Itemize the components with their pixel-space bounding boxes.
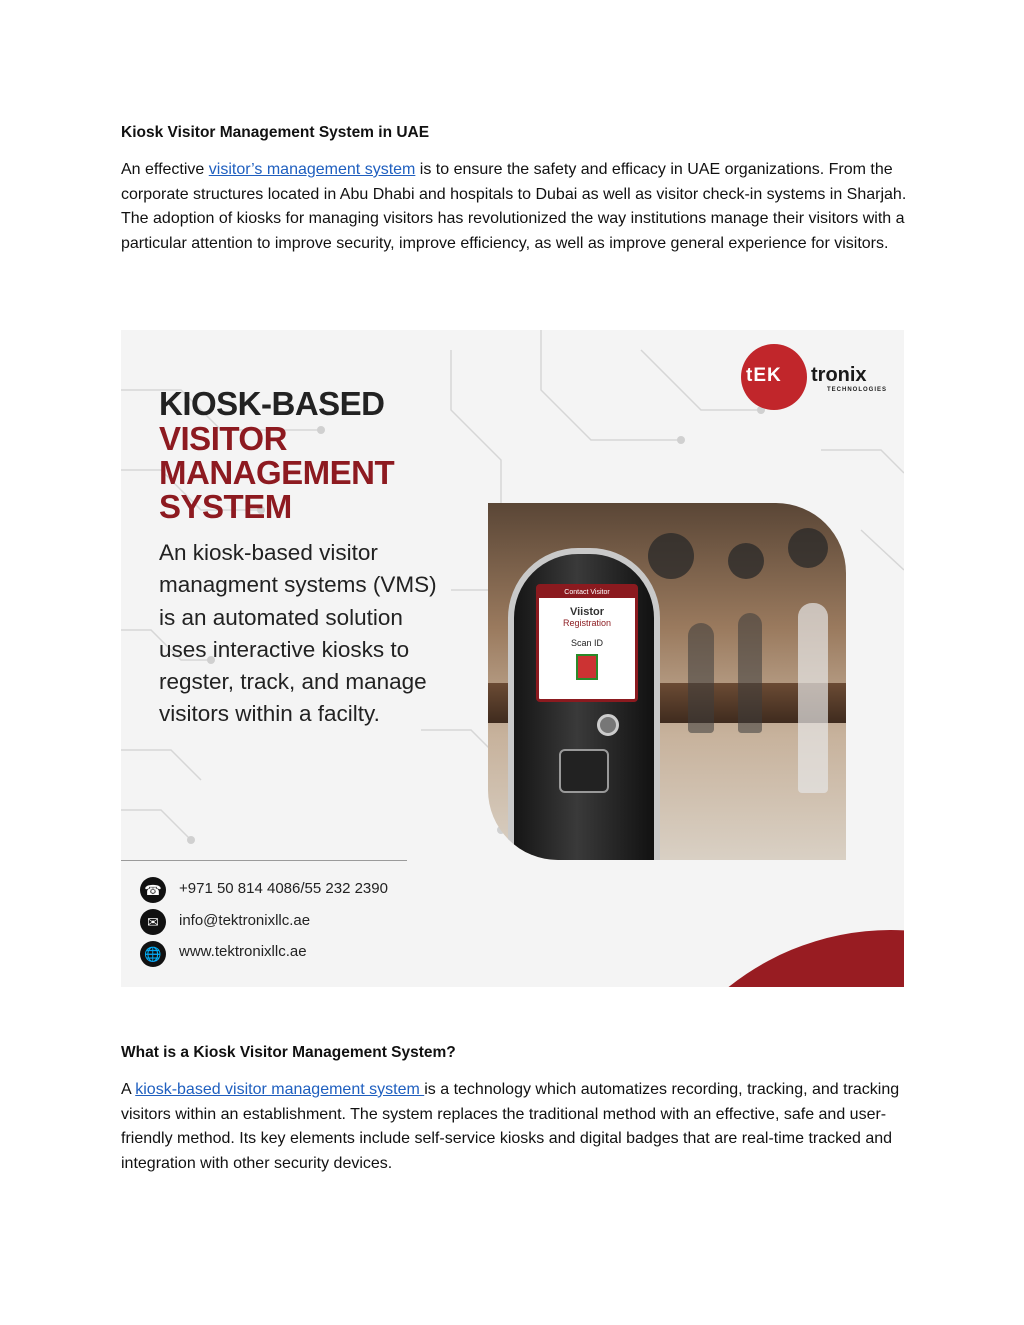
logo-subtitle: TECHNOLOGIES <box>827 387 888 393</box>
logo-tronix-text: tronix <box>811 364 867 386</box>
banner-title-line4: SYSTEM <box>159 488 292 525</box>
definition-text-rest: is a technology which automatizes recording, tracking, and tracking visitors within an establishment. The system replaces the traditional method with an effective, safe and user-friendly method. Its key elements include self-service kiosks and digital badges that are real-time tracked and integration with other security devices. <box>121 1081 900 1172</box>
heading-kiosk-vms-uae: Kiosk Visitor Management System in UAE <box>121 124 430 141</box>
intro-paragraph <box>121 158 911 256</box>
intro-text-rest: is to ensure the safety and efficacy in UAE organizations. From the corporate structures located in Abu Dhabi and hospitals to Dubai as well as visitor check-in systems in Sharjah. The adoption of kiosks for managing visitors has revolutionized the way institutions manage their visitors with a particular attention to improve security, improve efficiency, as well as improve general experience for visitors. <box>121 161 907 252</box>
kiosk-banner-image <box>121 330 904 987</box>
banner-title-line3: MANAGEMENT <box>159 454 395 491</box>
banner-divider <box>121 860 407 861</box>
id-scanner <box>559 749 609 793</box>
website-url: www.tektronixllc.ae <box>179 943 307 960</box>
camera-lens <box>597 714 619 736</box>
definition-text-start: A <box>121 1081 136 1098</box>
email-address: info@tektronixllc.ae <box>179 912 311 929</box>
banner-description: An kiosk-based visitor managment systems (VMS) is an automated solution uses interactive kiosks to regster, track, and manage visitors within a facilty. <box>159 540 437 727</box>
phone-number: +971 50 814 4086/55 232 2390 <box>179 880 388 897</box>
phone-icon: ☎ <box>140 877 166 903</box>
kiosk-photo <box>488 503 846 860</box>
globe-icon: 🌐 <box>140 941 166 967</box>
banner-title-line2: VISITOR <box>159 420 287 457</box>
banner-title-line1: KIOSK-BASED <box>159 385 385 422</box>
intro-text-start: An effective <box>121 161 209 178</box>
definition-paragraph <box>121 1078 911 1176</box>
kiosk-device <box>508 548 660 860</box>
heading-what-is-kiosk-vms: What is a Kiosk Visitor Management System? <box>121 1044 456 1061</box>
visitor-management-link[interactable]: visitor’s management system <box>208 161 416 178</box>
logo-tek-text: tEK <box>746 365 782 386</box>
kiosk-screen: Contact Visitor Viistor Registration Scan ID <box>536 584 638 702</box>
email-icon: ✉ <box>140 909 166 935</box>
kiosk-vms-link[interactable]: kiosk-based visitor management system <box>135 1081 425 1098</box>
